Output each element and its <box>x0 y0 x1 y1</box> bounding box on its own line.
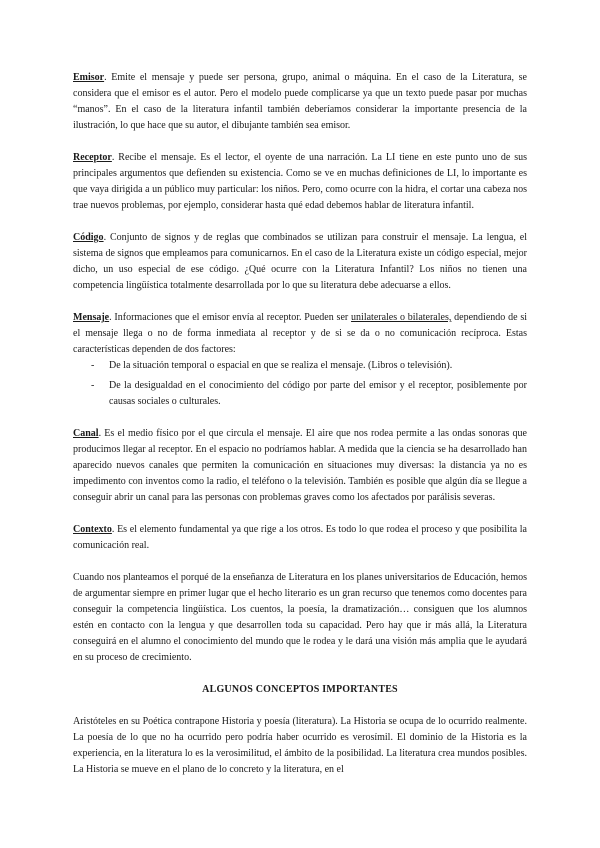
term-canal: Canal <box>73 428 99 439</box>
factors-list <box>73 358 527 410</box>
paragraph-mensaje <box>73 310 527 358</box>
paragraph-codigo <box>73 230 527 294</box>
term-receptor: Receptor <box>73 152 112 163</box>
paragraph-closing: Cuando nos planteamos el porqué de la enseñanza de Literatura en los planes universitarios de Educación, hemos de argumentar siempre en primer lugar que el hecho literario es un gran recurso que tenemos como docentes para conseguir la competencia lingüística. Los cuentos, la poesía, la dramatización… consiguen que los alumnos estén en contacto con la lengua y que desarrollen toda su capacidad. Pero hay que ir más allá, la Literatura conseguirá en el alumno el conocimiento del mundo que le rodea y le dará una visión más amplia que le ayudará en su proceso de crecimiento. <box>73 572 527 663</box>
definition-canal: . Es el medio físico por el que circula el mensaje. El aire que nos rodea permite a las ondas sonoras que producimos llegar al receptor. En el espacio no podríamos hablar. A medida que la ciencia se ha desarrollado han aparecido nuevos canales que permiten la comunicación en situaciones muy diversas: la distancia ya no es impedimento con inventos como la radio, el teléfono o la televisión. También es posible que algún día se llegue a conseguir abrir un canal para las personas con problemas graves como los afectados por parálisis severas. <box>73 428 527 503</box>
paragraph-emisor <box>73 70 527 134</box>
definition-contexto: . Es el elemento fundamental ya que rige a los otros. Es todo lo que rodea el proceso y que posibilita la comunicación real. <box>73 524 527 551</box>
definition-codigo: . Conjunto de signos y de reglas que combinados se utilizan para construir el mensaje. La lengua, el sistema de signos que empleamos para comunicarnos. En el caso de la Literatura existe un código especial, mejor dicho, un uso especial de ese código. ¿Qué ocurre con la Literatura Infantil? Los niños no tienen una competencia lingüística totalmente desarrollada por lo que su literatura debe adecuarse a ellos. <box>73 232 528 291</box>
factor-text: De la situación temporal o espacial en que se realiza el mensaje. (Libros o televisión). <box>109 360 453 371</box>
term-codigo: Código <box>73 232 104 243</box>
definition-receptor: . Recibe el mensaje. Es el lector, el oyente de una narración. La LI tiene en este punto uno de sus principales argumentos que defienden su existencia. Como se ve en muchas definiciones de LI, lo importante es que vaya dirigida a un público muy particular: los niños. Pero, como ocurre con la hidra, el cortar una cabeza nos trae nuevos problemas, por ejemplo, considerar hasta qué edad debemos hablar de literatura infantil. <box>73 152 527 211</box>
section-heading: ALGUNOS CONCEPTOS IMPORTANTES <box>202 684 398 695</box>
definition-mensaje-end: dependiendo de si el mensaje llega o no de forma inmediata al receptor y de si se da o no comunicación recíproca. Estas características dependen de dos factores: <box>73 312 527 355</box>
list-item <box>91 358 527 374</box>
term-contexto: Contexto <box>73 524 112 535</box>
paragraph-contexto <box>73 522 527 554</box>
term-emisor: Emisor <box>73 72 105 83</box>
list-item <box>91 378 527 410</box>
paragraph-canal <box>73 426 527 506</box>
bullet-dash: - <box>91 360 95 371</box>
definition-emisor: . Emite el mensaje y puede ser persona, grupo, animal o máquina. En el caso de la Literatura, se considera que el emisor es el autor. Pero el modelo puede complicarse ya que un texto puede pasar por muchas “manos”. En el caso de la literatura infantil también deberíamos considerar la importante presencia de la ilustración, lo que hace que su autor, el dibujante también sea emisor. <box>73 72 527 131</box>
bullet-dash: - <box>91 380 95 391</box>
document-page <box>73 70 527 794</box>
paragraph-receptor <box>73 150 527 214</box>
term-mensaje: Mensaje <box>73 312 110 323</box>
definition-mensaje-start: . Informaciones que el emisor envía al receptor. Pueden ser <box>109 312 352 323</box>
paragraph-aristoteles: Aristóteles en su Poética contrapone Historia y poesía (literatura). La Historia se ocupa de lo ocurrido realmente. La poesía de lo que no ha ocurrido pero podría haber ocurrido es verosímil. El dominio de la Historia es la experiencia, en la literatura lo es la verosimilitud, el ámbito de la posibilidad. La literatura crea mundos posibles. La Historia se mueve en el plano de lo concreto y la literatura, en el <box>73 716 527 775</box>
factor-text: De la desigualdad en el conocimiento del código por parte del emisor y el receptor, posiblemente por causas sociales o culturales. <box>109 380 527 407</box>
underlined-phrase: unilaterales o bilaterales, <box>351 312 452 323</box>
